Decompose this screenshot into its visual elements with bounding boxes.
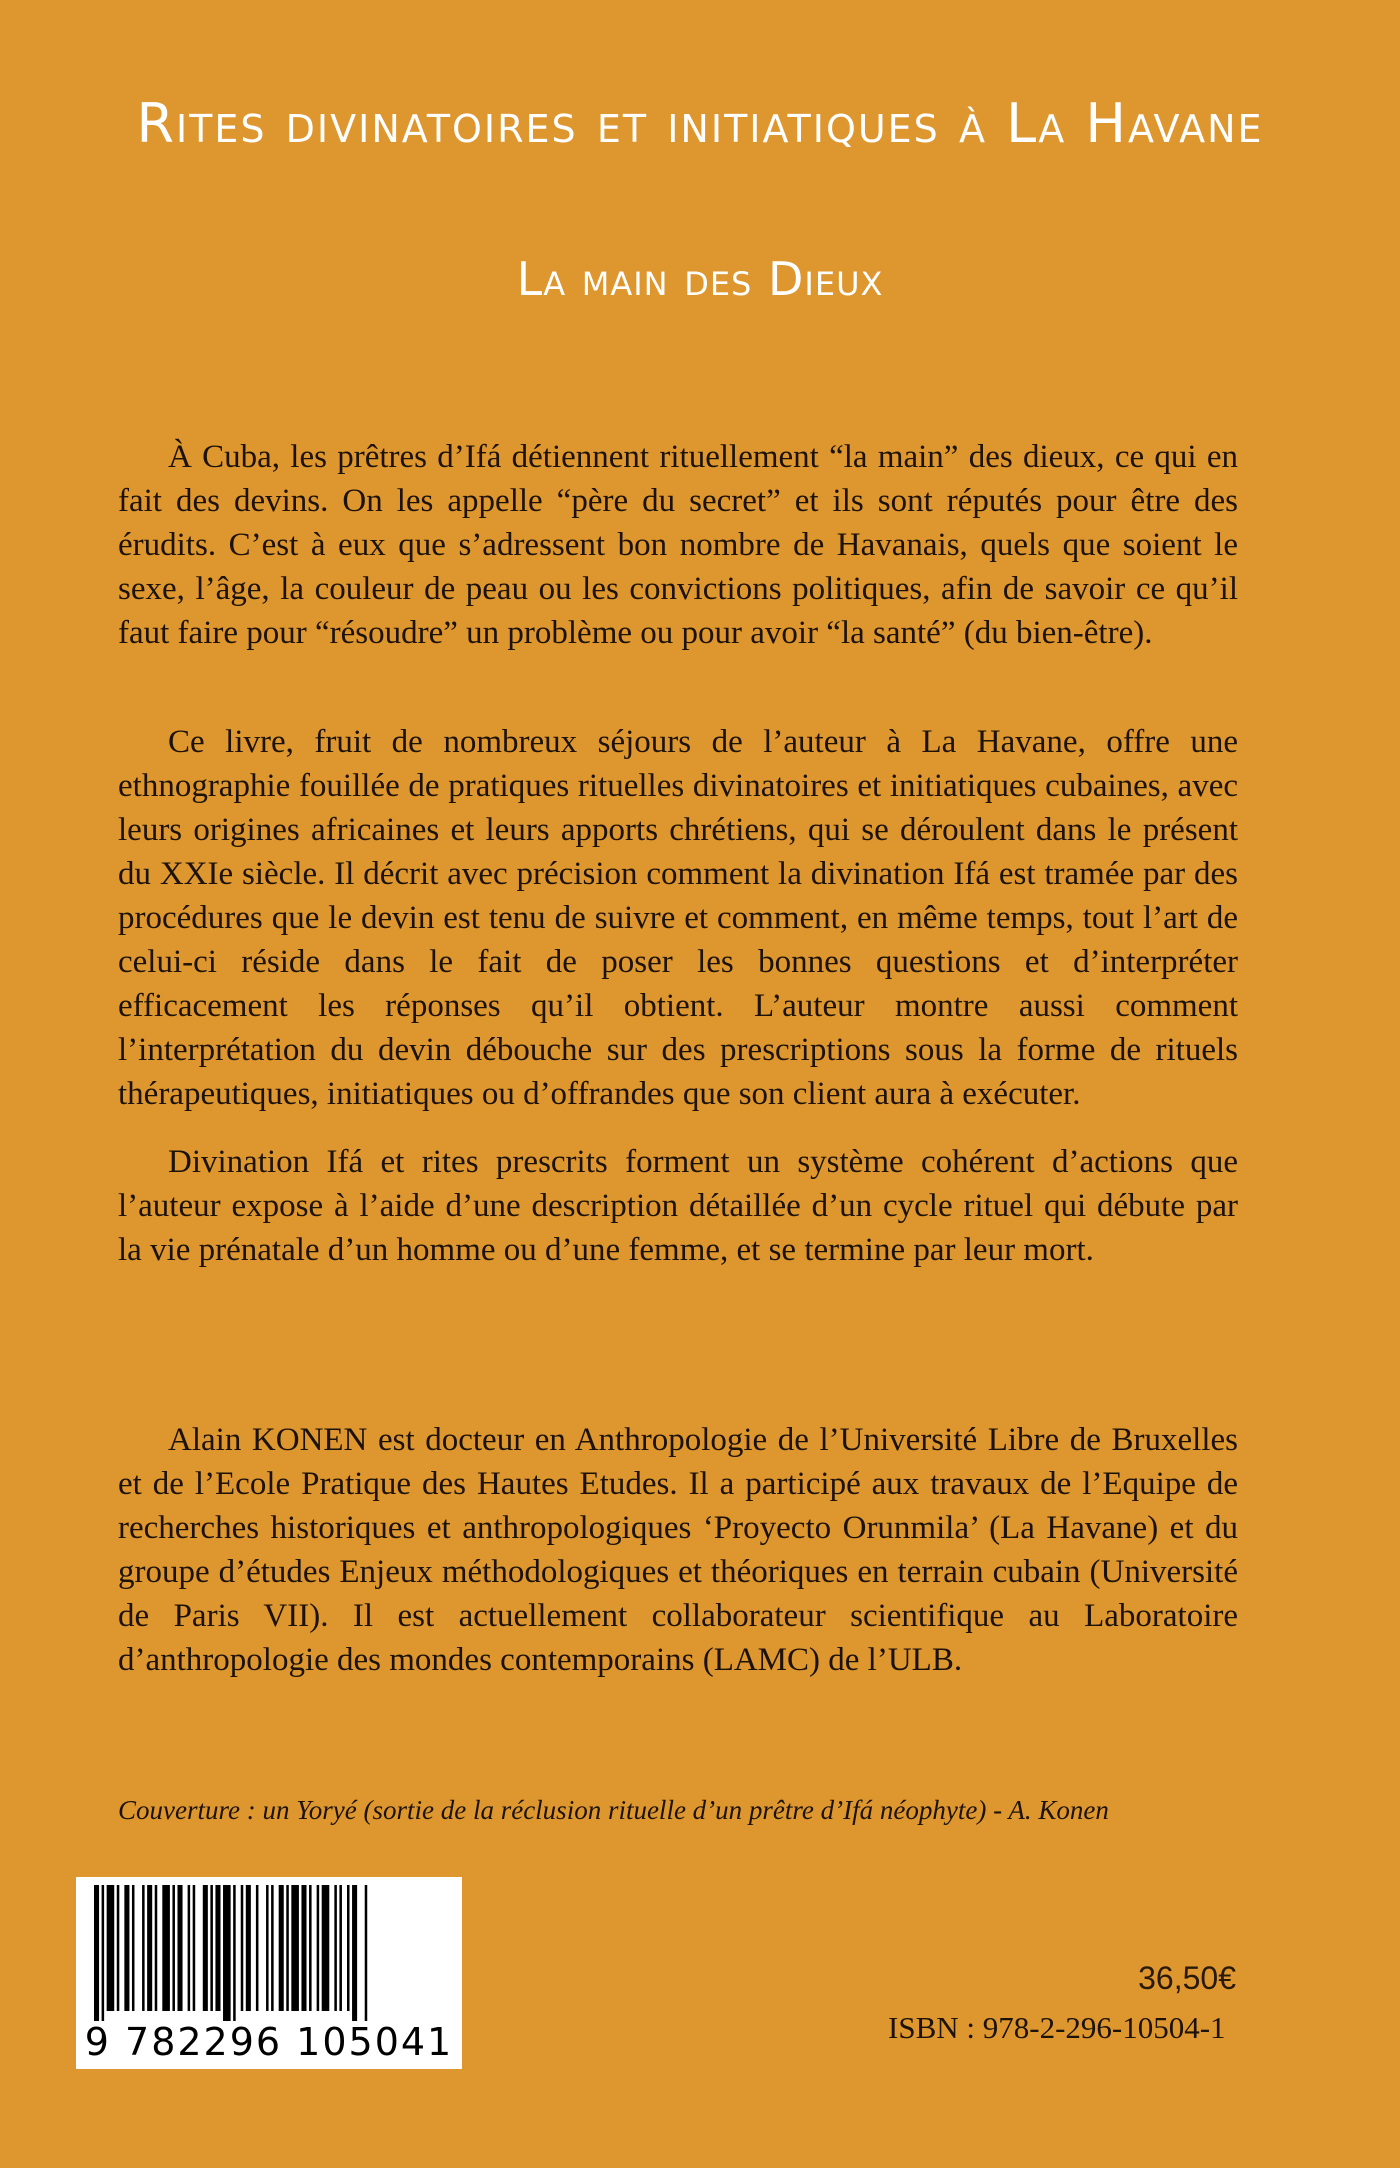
barcode-bar	[271, 1885, 274, 2011]
price: 36,50€	[1138, 1960, 1236, 1996]
barcode-bar	[147, 1885, 152, 2011]
barcode-bar	[286, 1885, 289, 2011]
barcode-bar	[177, 1885, 182, 2011]
barcode-bar	[339, 1885, 342, 2011]
barcode-bar	[142, 1885, 145, 2011]
barcode-bar	[94, 1885, 99, 2021]
isbn: ISBN : 978-2-296-10504-1	[888, 2010, 1226, 2045]
barcode-bar	[223, 1885, 231, 2021]
barcode-bar	[317, 1885, 320, 2011]
barcode-bar	[352, 1885, 357, 2021]
blurb-paragraph-1	[118, 435, 1238, 655]
barcode-bar	[233, 1885, 236, 2021]
paragraph-text: Divination Ifá et rites prescrits forment un système cohérent d’actions que l’auteur expose à l’aide d’une description détaillée d’un cycle rituel qui débute par la vie prénatale d’un homme ou d’une femme, et se termine par leur mort.	[118, 1144, 1238, 1268]
blurb-paragraph-2	[118, 720, 1238, 1116]
barcode-bar	[334, 1885, 337, 2011]
barcode-bar	[291, 1885, 299, 2011]
author-bio	[118, 1418, 1238, 1682]
barcode-bar	[188, 1885, 191, 2011]
barcode-bar	[256, 1885, 259, 2011]
barcode-bar	[322, 1885, 330, 2011]
barcode-bars	[88, 1885, 450, 2021]
barcode-bar	[246, 1885, 251, 2011]
blurb-paragraph-3	[118, 1140, 1238, 1272]
barcode-bar	[241, 1885, 244, 2011]
barcode-bar	[210, 1885, 213, 2011]
barcode-bar	[203, 1885, 208, 2011]
barcode-digits: 9 782296 105041	[84, 2020, 454, 2064]
barcode-bar	[107, 1885, 115, 2011]
barcode-bar	[172, 1885, 175, 2011]
barcode-bar	[162, 1885, 170, 2011]
barcode-bar	[266, 1885, 269, 2011]
barcode-bar	[124, 1885, 129, 2011]
barcode-bar	[132, 1885, 135, 2011]
paragraph-text: Ce livre, fruit de nombreux séjours de l’auteur à La Havane, offre une ethnographie fouillée de pratiques rituelles divinatoires et initiatiques cubaines, avec leurs origines africaines et leurs apports chrétiens, qui se déroulent dans le présent du XXIe siècle. Il décrit avec précision comment la divination Ifá est tramée par des procédures que le devin est tenu de suivre et comment, en même temps, tout l’art de celui-ci réside dans le fait de poser les bonnes questions et d’interpréter efficacement les réponses qu’il obtient. L’auteur montre aussi comment l’interprétation du devin débouche sur des prescriptions sous la forme de rituels thérapeutiques, initiatiques ou d’offrandes que son client aura à exécuter.	[118, 724, 1238, 1112]
barcode-bar	[365, 1885, 368, 2021]
barcode-bar	[309, 1885, 312, 2011]
barcode-bar	[301, 1885, 306, 2011]
barcode-bar	[155, 1885, 158, 2011]
paragraph-text: À Cuba, les prêtres d’Ifá détiennent rituellement “la main” des dieux, ce qui en fait des devins. On les appelle “père du secret” et ils sont réputés pour être des érudits. C’est à eux que s’adressent bon nombre de Havanais, quels que soient le sexe, l’âge, la couleur de peau ou les convictions politiques, afin de savoir ce qu’il faut faire pour “résoudre” un problème ou pour avoir “la santé” (du bien-être).	[118, 439, 1238, 651]
book-title: Rites divinatoires et initiatiques à La Havane	[136, 92, 1264, 155]
barcode-bar	[347, 1885, 350, 2011]
barcode-bar	[102, 1885, 105, 2021]
barcode-bar	[215, 1885, 220, 2011]
barcode-bar	[193, 1885, 196, 2011]
barcode	[76, 1877, 462, 2069]
author-bio-text: Alain KONEN est docteur en Anthropologie de l’Université Libre de Bruxelles et de l’Ecole Pratique des Hautes Etudes. Il a participé aux travaux de l’Equipe de recherches historiques et anthropologiques ‘Proyecto Orunmila’ (La Havane) et du groupe d’études Enjeux méthodologiques et théoriques en terrain cubain (Université de Paris VII). Il est actuellement collaborateur scientifique au Laboratoire d’anthropologie des mondes contemporains (LAMC) de l’ULB.	[118, 1422, 1238, 1678]
barcode-bar	[117, 1885, 120, 2011]
cover-caption: Couverture : un Yoryé (sortie de la réclusion rituelle d’un prêtre d’Ifá néophyte) - A. Konen	[118, 1795, 1109, 1825]
book-subtitle: La main des Dieux	[516, 252, 884, 306]
barcode-bar	[279, 1885, 284, 2011]
